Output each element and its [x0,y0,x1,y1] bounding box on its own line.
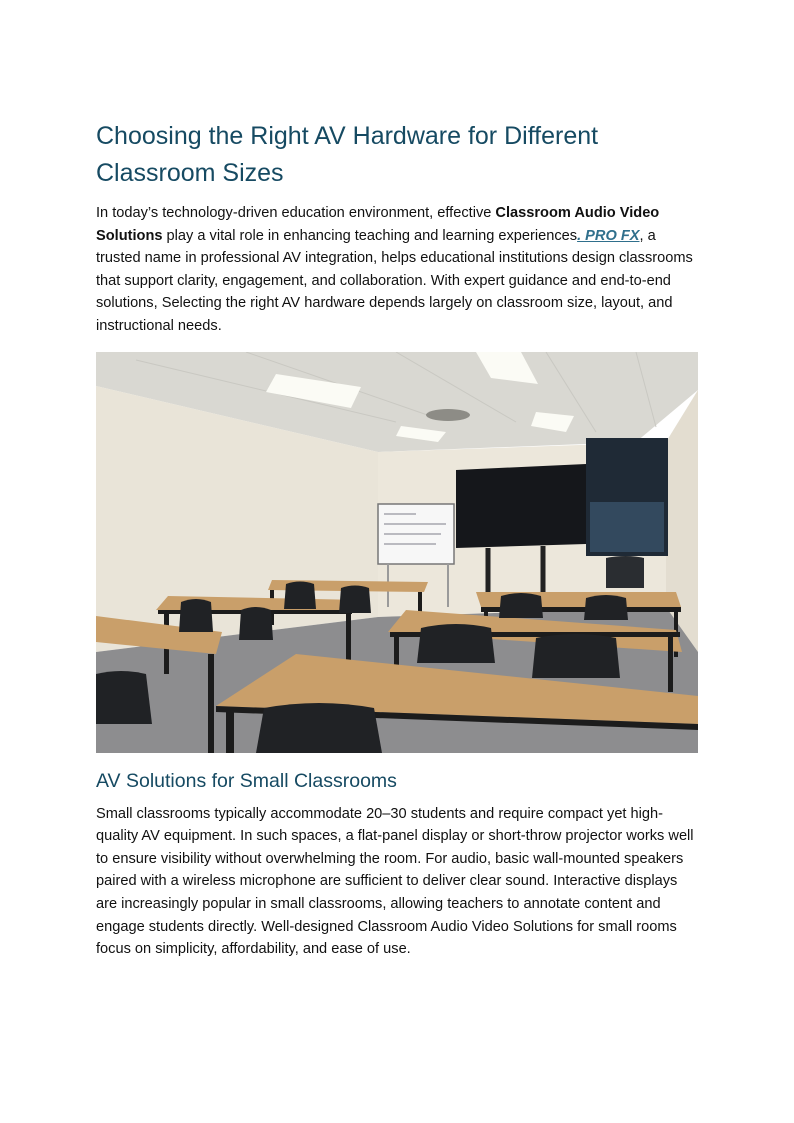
section-paragraph: Small classrooms typically accommodate 20–30 students and require compact yet high-quality AV equipment. In such spaces, a flat-panel display or short-throw projector works well to ensure visibility without overwhelming the room. For audio, basic wall-mounted speakers paired with a wireless microphone are sufficient to deliver clear sound. Interactive displays are increasingly popular in small classrooms, allowing teachers to annotate content and engage students directly. Well-designed Classroom Audio Video Solutions for small rooms focus on simplicity, affordability, and ease of use. [96,805,694,958]
photo-right-wall [666,390,698,652]
profx-link[interactable]: . PRO FX [577,227,640,244]
photo-chair [417,624,495,663]
intro-text-after: , a trusted name in professional AV integration, helps educational institutions design classrooms that support clarity, engagement, and collaboration. With expert guidance and end-to-end solutions, Selecting the right AV hardware depends largely on classroom size, layout, and instructional needs. [96,227,693,334]
photo-chair [532,634,620,678]
intro-paragraph [96,202,698,338]
photo-chair [96,671,152,724]
intro-text-middle: play a vital role in enhancing teaching and learning experiences [162,227,578,244]
photo-chair [239,607,273,640]
photo-chair [339,585,371,613]
photo-chair [284,581,316,609]
classroom-photo [96,352,698,753]
photo-chair [606,556,644,588]
intro-text-before: In today’s technology-driven education environment, effective [96,205,496,221]
photo-flat-panel-display [456,464,586,548]
photo-chair [179,599,213,632]
photo-chair [256,703,382,753]
intro-bold-phrase: Classroom Audio Video Solutions [96,205,660,244]
photo-chair [584,595,628,620]
photo-vent [426,409,470,421]
photo-chair [499,593,543,618]
section-heading: AV Solutions for Small Classrooms [96,769,397,792]
document-page [96,118,698,961]
page-title: Choosing the Right AV Hardware for Different Classroom Sizes [96,122,599,187]
